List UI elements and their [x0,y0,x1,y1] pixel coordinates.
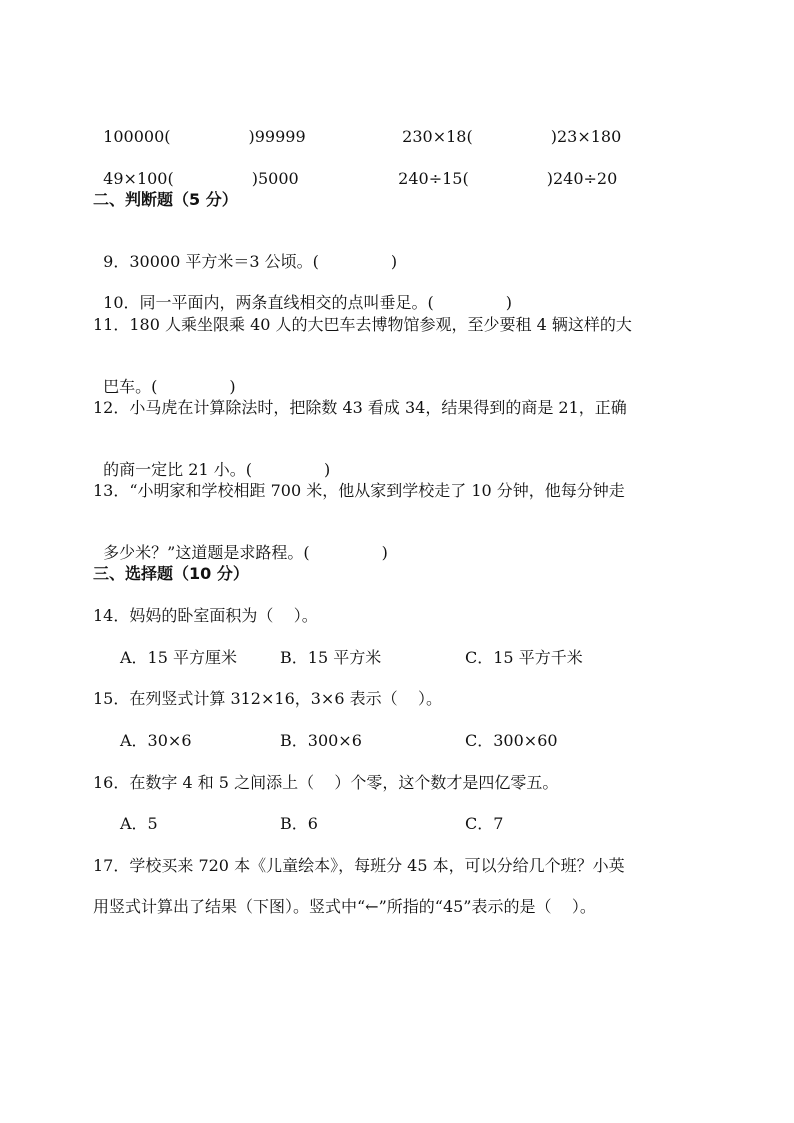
q15-option-a[interactable]: A．30×6 [120,731,192,750]
question-13-line2 [93,523,388,563]
question-9 [93,232,397,272]
compare-left-text: 230×18( [402,127,473,146]
q15-option-b[interactable]: B．300×6 [280,731,362,750]
compare-right-text: )23×180 [550,127,622,146]
question-13-line1: 13．“小明家和学校相距 700 米，他从家到学校走了 10 分钟，他每分钟走 [93,481,625,500]
compare-right-text: )240÷20 [546,169,618,188]
question-12-line1: 12．小马虎在计算除法时，把除数 43 看成 34，结果得到的商是 21，正确 [93,398,627,417]
question-10 [93,273,512,313]
question-16: 16．在数字 4 和 5 之间添上（ ）个零，这个数才是四亿零五。 [93,773,559,792]
question-text: 多少米？”这道题是求路程。( [103,543,310,562]
q16-option-b[interactable]: B．6 [280,814,318,833]
q14-option-a[interactable]: A．15 平方厘米 [120,648,238,667]
q14-option-c[interactable]: C．15 平方千米 [465,648,583,667]
compare-left-text: 100000( [103,127,171,146]
compare-row1-right [392,107,621,147]
question-11-line2 [93,357,236,397]
compare-left-text: 49×100( [103,169,174,188]
q16-option-a[interactable]: A．5 [120,814,158,833]
section3-heading: 三、选择题（10 分） [93,564,249,583]
question-11-line1: 11．180 人乘坐限乘 40 人的大巴车去博物馆参观，至少要租 4 辆这样的大 [93,315,632,334]
paren-close: ) [390,252,398,271]
question-text: 巴车。( [103,377,158,396]
question-17-line2: 用竖式计算出了结果（下图）。竖式中“←”所指的“45”表示的是（ ）。 [93,897,596,916]
section2-heading: 二、判断题（5 分） [93,190,238,209]
q14-option-b[interactable]: B．15 平方米 [280,648,382,667]
compare-row2-right [388,149,617,189]
paren-close: ) [505,293,513,312]
paren-close: ) [229,377,236,396]
paren-close: ) [323,460,331,479]
paren-close: ) [381,543,388,562]
compare-right-text: )5000 [251,169,299,188]
compare-row2-left [93,149,299,189]
q15-option-c[interactable]: C．300×60 [465,731,558,750]
compare-right-text: )99999 [248,127,306,146]
question-17-line1: 17．学校买来 720 本《儿童绘本》，每班分 45 本，可以分给几个班？小英 [93,856,625,875]
question-text: 9．30000 平方米＝3 公顷。( [103,252,319,271]
compare-row1-left [93,107,306,147]
question-text: 10．同一平面内，两条直线相交的点叫垂足。( [103,293,434,312]
question-14: 14．妈妈的卧室面积为（ ）。 [93,606,318,625]
question-12-line2 [93,440,330,480]
compare-left-text: 240÷15( [398,169,469,188]
q16-option-c[interactable]: C．7 [465,814,504,833]
question-15: 15．在列竖式计算 312×16，3×6 表示（ ）。 [93,689,442,708]
question-text: 的商一定比 21 小。( [103,460,252,479]
